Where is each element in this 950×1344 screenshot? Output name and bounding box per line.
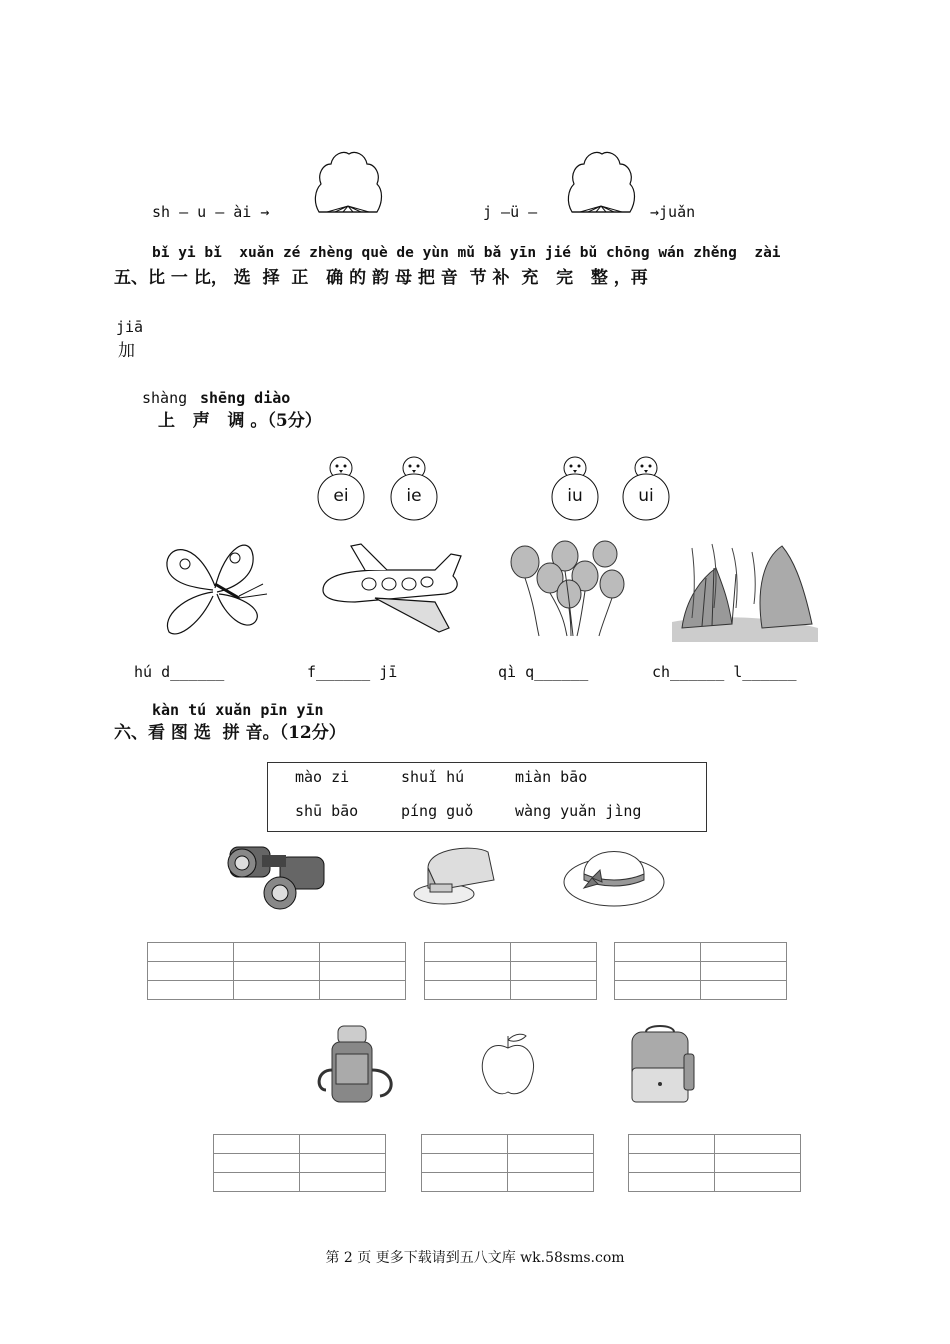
final-label: ei <box>333 486 349 506</box>
apple-icon <box>478 1030 538 1098</box>
formula-right: j —ü — <box>483 203 538 221</box>
option: shū bāo <box>295 802 359 820</box>
section6-pinyin: kàn tú xuǎn pīn yīn <box>152 701 324 719</box>
schoolbag-icon <box>626 1024 696 1106</box>
option: mào zi <box>295 768 350 786</box>
snowman-final-ei <box>313 452 369 522</box>
section5-pinyin-2: jiā <box>116 318 144 336</box>
bread-icon <box>408 838 502 910</box>
formula-result: →juǎn <box>650 203 696 221</box>
word-options-box <box>267 762 707 832</box>
fill-blank-3[interactable]: qì q______ <box>498 663 589 681</box>
shell-icon <box>566 150 636 218</box>
pinyin-grid[interactable] <box>213 1134 386 1192</box>
section5-title: 五、比 一 比， 选 择 正 确 的 韵 母 把 音 节 补 充 完 整 ，再 <box>114 268 648 288</box>
snowman-final-iu <box>547 452 603 522</box>
section5-line-2: 加 <box>118 341 135 361</box>
snowman-final-ie <box>386 452 442 522</box>
shell-icon <box>313 150 383 218</box>
hat-icon <box>562 834 666 910</box>
pinyin-grid[interactable] <box>424 942 597 1000</box>
water-bottle-icon <box>316 1024 398 1104</box>
butterfly-icon <box>155 536 275 642</box>
option: shuǐ hú <box>401 768 465 786</box>
section5-pinyin: bǐ yi bǐ xuǎn zé zhèng què de yùn mǔ bǎ yīn jié bǔ chōng wán zhěng zài <box>152 245 781 261</box>
willow-tree-icon <box>672 538 818 642</box>
binoculars-icon <box>222 835 334 911</box>
page-footer: 第 2 页 更多下载请到五八文库 wk.58sms.com <box>325 1250 625 1266</box>
option: miàn bāo <box>515 768 588 786</box>
snowman-final-ui <box>618 452 674 522</box>
section6-title: 六、看 图 选 拼 音。（12分） <box>114 723 346 743</box>
fill-blank-1[interactable]: hú d______ <box>134 663 225 681</box>
final-label: ie <box>406 486 422 506</box>
section5-pinyin-3a: shàng <box>142 389 188 407</box>
pinyin-grid[interactable] <box>147 942 406 1000</box>
airplane-icon <box>315 540 465 636</box>
option: píng guǒ <box>401 802 474 820</box>
formula-left: sh — u — ài → <box>152 203 270 221</box>
section5-line-3: 上 声 调 。（5分） <box>158 411 322 431</box>
fill-blank-2[interactable]: f______ jī <box>307 663 398 681</box>
pinyin-grid[interactable] <box>614 942 787 1000</box>
pinyin-grid[interactable] <box>628 1134 801 1192</box>
pinyin-grid[interactable] <box>421 1134 594 1192</box>
option: wàng yuǎn jìng <box>515 802 642 820</box>
section5-pinyin-3b: shēng diào <box>200 389 291 407</box>
final-label: iu <box>567 486 583 506</box>
balloons-icon <box>505 538 630 638</box>
fill-blank-4[interactable]: ch______ l______ <box>652 663 797 681</box>
final-label: ui <box>638 486 654 506</box>
